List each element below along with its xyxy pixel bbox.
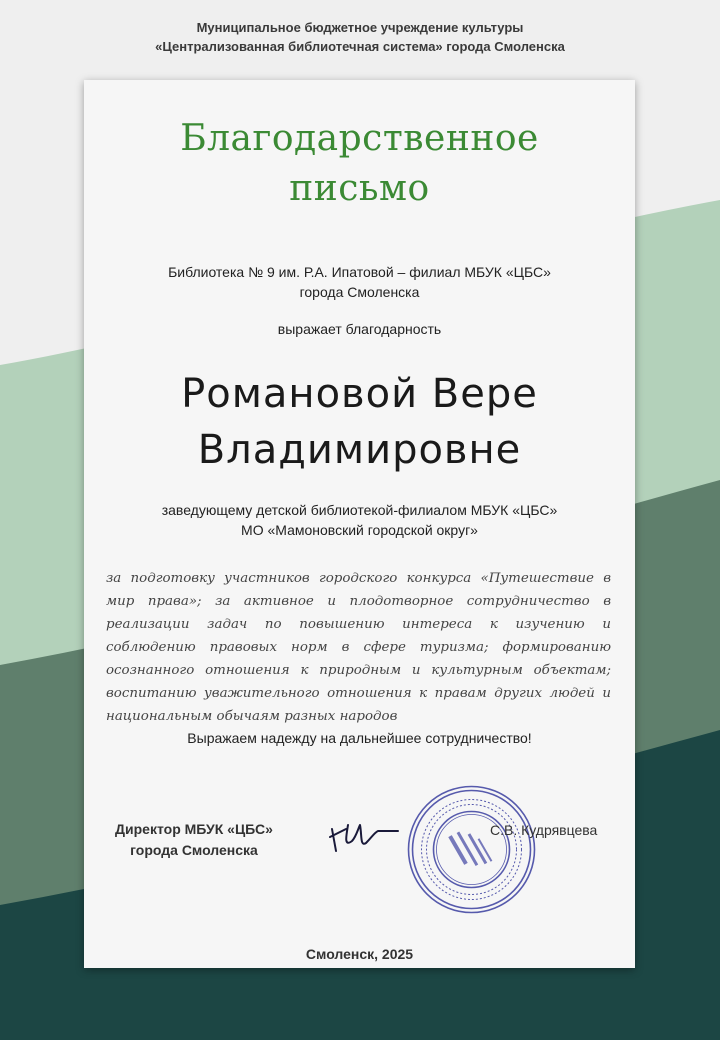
city-and-year: Смоленск, 2025 [305,946,414,962]
organization-line-2: «Централизованная библиотечная система» города Смоленска [155,39,565,54]
closing-wish: Выражаем надежду на дальнейшее сотрудничество! [187,730,532,746]
organization-line-1: Муниципальное бюджетное учреждение культуры [196,20,524,35]
handwritten-signature [322,811,402,861]
expresses-gratitude: выражает благодарность [277,321,442,337]
issuer-block [84,262,635,302]
director-line-2: города Смоленска [130,842,258,858]
recipient-name [84,366,635,478]
position-line-2: МО «Мамоновский городской округ» [241,522,478,538]
title-line-2: письмо [289,168,430,209]
gratitude-reason: за подготовку участников городского конкурса «Путешествие в мир права»; за активное и плодотворное сотрудничество в реализации задач по повышению интереса к изучению и соблюдению правовых норм в сфере туризма; формированию осознанного отношения к природным и культурным объектам; воспитанию уважительного отношения к правам других людей и национальным обычаям разных народов [106,571,611,724]
director-line-1: Директор МБУК «ЦБС» [115,821,273,837]
official-stamp [404,782,539,917]
letter-title [84,114,635,214]
letter-sheet [84,80,635,968]
organization-header [0,18,720,56]
signer-name: С.В. Кудрявцева [490,822,598,838]
recipient-line-1: Романовой Вере [181,371,538,417]
issuer-line-2: города Смоленска [299,284,420,300]
title-line-1: Благодарственное [180,118,539,159]
position-line-1: заведующему детской библиотекой-филиалом МБУК «ЦБС» [161,502,558,518]
director-title [84,819,304,861]
recipient-position [84,500,635,540]
issuer-line-1: Библиотека № 9 им. Р.А. Ипатовой – филиал МБУК «ЦБС» [168,264,551,280]
recipient-line-2: Владимировне [197,427,522,473]
